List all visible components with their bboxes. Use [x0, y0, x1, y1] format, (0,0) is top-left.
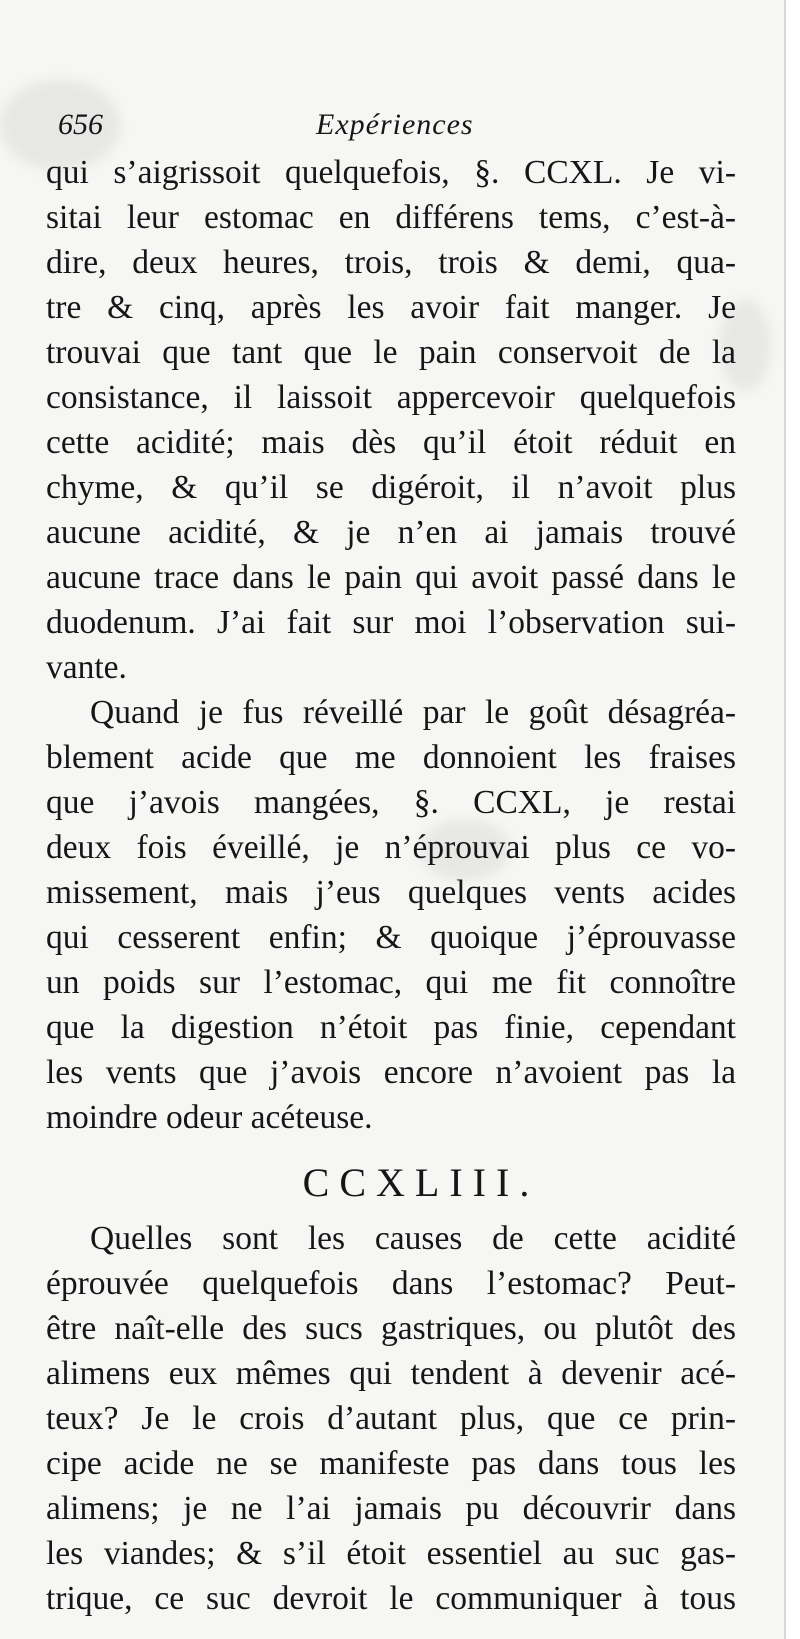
text-line: missement, mais j’eus quelques vents acides	[46, 874, 736, 911]
text-line: trique, ce suc devroit le communiquer à tous	[46, 1580, 736, 1617]
text-line: dire, deux heures, trois, trois & demi, qua-	[46, 244, 736, 281]
paragraph-2	[46, 690, 736, 1140]
text-line: les viandes; & s’il étoit essentiel au suc gas-	[46, 1535, 736, 1572]
text-line: que la digestion n’étoit pas finie, cependant	[46, 1009, 736, 1046]
text-line: chyme, & qu’il se digéroit, il n’avoit plus	[46, 469, 736, 506]
paragraph-1	[46, 150, 736, 690]
text-line: deux fois éveillé, je n’éprouvai plus ce vo-	[46, 829, 736, 866]
text-line: un poids sur l’estomac, qui me fit connoître	[46, 964, 736, 1001]
text-line: les vents que j’avois encore n’avoient pas la	[46, 1054, 736, 1091]
text-line: aucune trace dans le pain qui avoit passé dans le	[46, 559, 736, 596]
text-line: tre & cinq, après les avoir fait manger. Je	[46, 289, 736, 326]
text-line: qui s’aigrissoit quelquefois, §. CCXL. Je vi-	[46, 154, 736, 191]
text-line: Quand je fus réveillé par le goût désagréa-	[90, 694, 736, 731]
text-line: être naît-elle des sucs gastriques, ou plutôt des	[46, 1310, 736, 1347]
text-line: cipe acide ne se manifeste pas dans tous les	[46, 1445, 736, 1482]
text-line: trouvai que tant que le pain conservoit de la	[46, 334, 736, 371]
text-line: qui cesserent enfin; & quoique j’éprouvasse	[46, 919, 736, 956]
text-line: alimens eux mêmes qui tendent à devenir acé-	[46, 1355, 736, 1392]
text-line: teux? Je le crois d’autant plus, que ce prin-	[46, 1400, 736, 1437]
text-line: aucune acidité, & je n’en ai jamais trouvé	[46, 514, 736, 551]
text-line: cette acidité; mais dès qu’il étoit réduit en	[46, 424, 736, 461]
section-heading: CCXLIII.	[302, 1160, 540, 1205]
page-edge	[784, 0, 800, 1639]
paragraph-3	[46, 1216, 736, 1621]
text-line: duodenum. J’ai fait sur moi l’observation sui-	[46, 604, 736, 641]
text-line: Quelles sont les causes de cette acidité	[90, 1220, 736, 1257]
text-line: consistance, il laissoit appercevoir quelquefois	[46, 379, 736, 416]
body-text	[46, 150, 736, 1621]
text-line: éprouvée quelquefois dans l’estomac? Peut-	[46, 1265, 736, 1302]
running-title: Expériences	[316, 108, 474, 141]
text-line: moindre odeur acéteuse.	[46, 1099, 373, 1136]
running-head	[58, 108, 738, 152]
page-number: 656	[58, 108, 103, 141]
text-line: blement acide que me donnoient les fraises	[46, 739, 736, 776]
text-line: que j’avois mangées, §. CCXL, je restai	[46, 784, 736, 821]
text-line: sitai leur estomac en différens tems, c’est-à-	[46, 199, 736, 236]
text-line: vante.	[46, 649, 127, 686]
text-line: alimens; je ne l’ai jamais pu découvrir dans	[46, 1490, 736, 1527]
